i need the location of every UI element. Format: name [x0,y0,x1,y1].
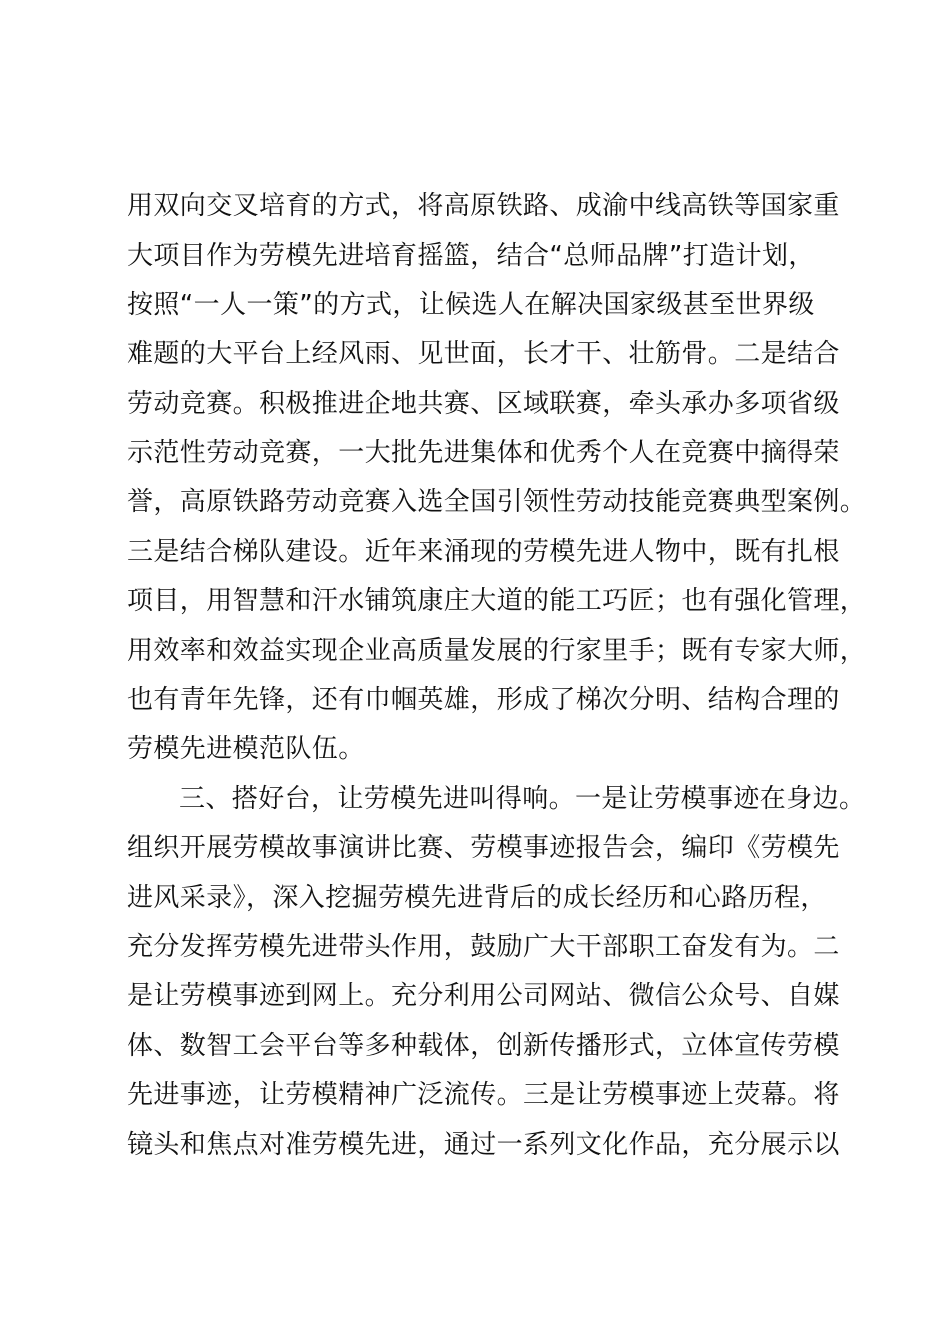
text-line: 镜头和焦点对准劳模先进，通过一系列文化作品，充分展示以 [127,1130,840,1160]
text-line: 按照“一人一策”的方式，让候选人在解决国家级甚至世界级 [127,290,815,320]
text-line: 示范性劳动竞赛，一大批先进集体和优秀个人在竞赛中摘得荣 [127,438,840,468]
text-line: 用效率和效益实现企业高质量发展的行家里手；既有专家大师， [127,636,867,666]
text-line: 大项目作为劳模先进培育摇篮，结合“总师品牌”打造计划， [127,241,815,271]
text-line: 用双向交叉培育的方式，将高原铁路、成渝中线高铁等国家重 [127,191,840,221]
text-line: 誉，高原铁路劳动竞赛入选全国引领性劳动技能竞赛典型案例。 [127,487,867,517]
text-line: 进风采录》，深入挖掘劳模先进背后的成长经历和心路历程， [127,883,827,913]
text-line: 劳模先进模范队伍。 [127,734,365,764]
text-line: 难题的大平台上经风雨、见世面，长才干、壮筋骨。二是结合 [127,339,840,369]
paragraph-first-line: 三、搭好台，让劳模先进叫得响。一是让劳模事迹在身边。 [179,784,866,814]
text-line: 项目，用智慧和汗水铺筑康庄大道的能工巧匠；也有强化管理， [127,586,867,616]
text-line: 充分发挥劳模先进带头作用，鼓励广大干部职工奋发有为。二 [127,932,840,962]
text-line: 劳动竞赛。积极推进企地共赛、区域联赛，牵头承办多项省级 [127,389,840,419]
text-line: 组织开展劳模故事演讲比赛、劳模事迹报告会，编印《劳模先 [127,833,840,863]
text-line: 是让劳模事迹到网上。充分利用公司网站、微信公众号、自媒 [127,981,840,1011]
text-line: 先进事迹，让劳模精神广泛流传。三是让劳模事迹上荧幕。将 [127,1080,840,1110]
text-line: 三是结合梯队建设。近年来涌现的劳模先进人物中，既有扎根 [127,537,840,567]
text-line: 体、数智工会平台等多种载体，创新传播形式，立体宣传劳模 [127,1031,840,1061]
text-line: 也有青年先锋，还有巾帼英雄，形成了梯次分明、结构合理的 [127,685,840,715]
